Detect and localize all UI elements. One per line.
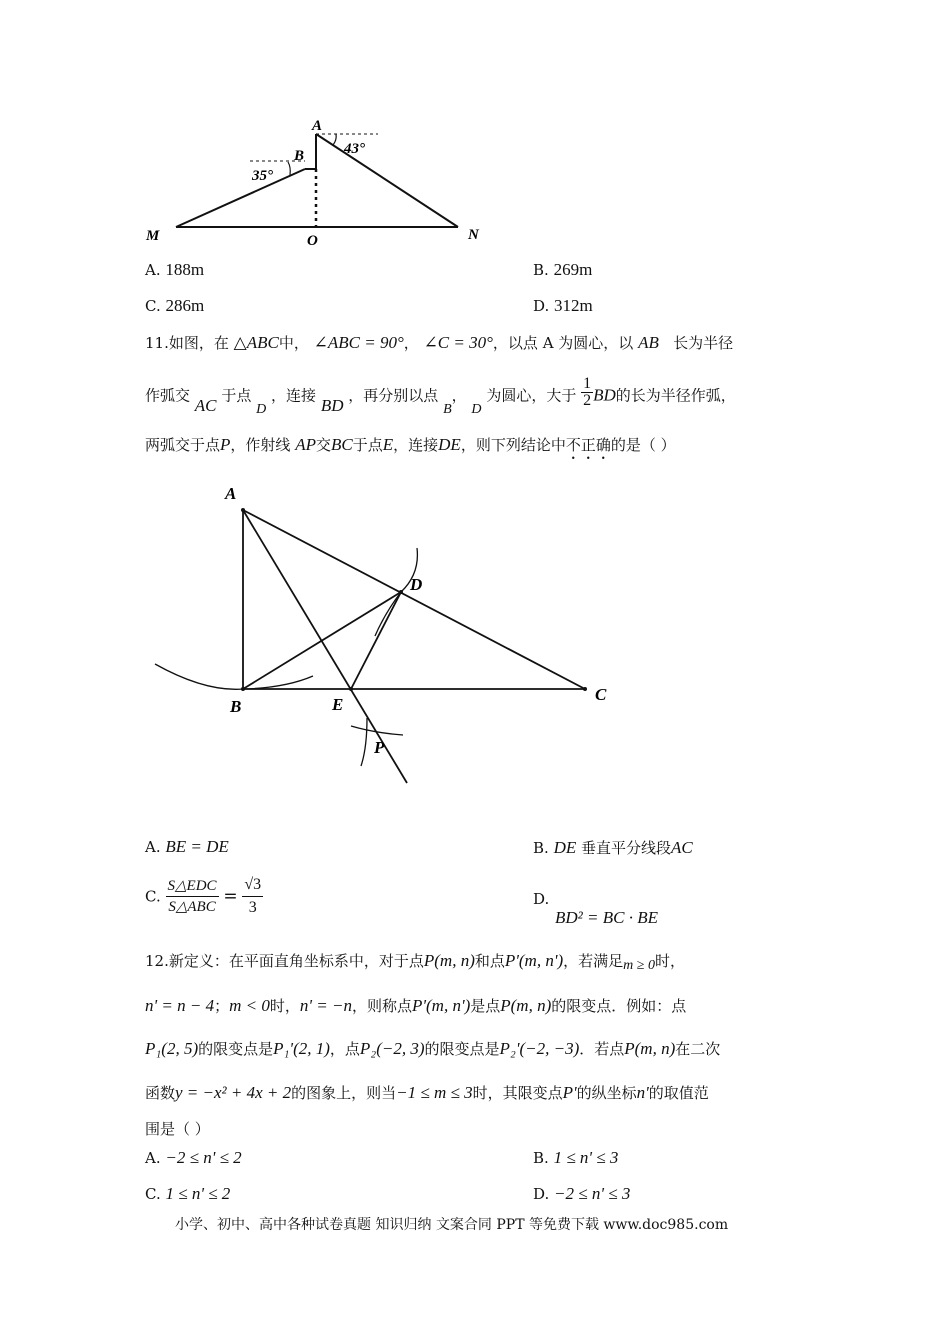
q12-option-b-value: 1 ≤ n' ≤ 3 [553, 1148, 619, 1167]
q12-option-c-value: 1 ≤ n' ≤ 2 [165, 1184, 231, 1203]
q12-option-c[interactable]: C. 1 ≤ n' ≤ 2 [145, 1184, 231, 1203]
q10-option-a-value: 188m [165, 260, 205, 279]
q11-label-p: P [374, 738, 385, 757]
q11-option-c[interactable]: C. S△EDC S△ABC = $\frac{√3}{3}$ [145, 874, 263, 919]
q12-option-a-value: −2 ≤ n' ≤ 2 [165, 1148, 242, 1167]
q12-option-d[interactable]: D. −2 ≤ n' ≤ 3 [533, 1184, 631, 1203]
q12-number: 12. [145, 952, 169, 970]
q11-fraction: $\frac{1}{2}$ [583, 375, 592, 409]
q10-option-b[interactable]: B. 269m [533, 260, 593, 279]
q11-option-c-rhs: $\frac{√3}{3}$ [244, 876, 262, 916]
q12-option-a[interactable]: A. −2 ≤ n' ≤ 2 [145, 1148, 242, 1167]
q11-option-a[interactable]: A. BE = DE [145, 837, 229, 856]
q11-label-b: B [230, 697, 242, 716]
page-footer: 小学、初中、高中各种试卷真题 知识归纳 文案合同 PPT 等免费下载 www.doc985.com [175, 1217, 729, 1233]
q10-label-m: M [146, 228, 160, 244]
q10-option-c[interactable]: C. 286m [145, 296, 205, 315]
q10-option-a[interactable]: A. 188m [145, 260, 205, 279]
q10-label-n: N [468, 227, 479, 243]
q11-line-3: 两弧交于点P，作射线 AP交BC于点E，连接DE，则下列结论中不正确的是（ ） [145, 435, 676, 454]
q10-option-d[interactable]: D. 312m [533, 296, 593, 315]
q11-option-c-fraction: S△EDC S△ABC [167, 878, 217, 915]
q12-option-b[interactable]: B. 1 ≤ n' ≤ 3 [533, 1148, 619, 1167]
q11-label-c: C [595, 685, 607, 704]
q11-option-d[interactable]: D. BD² = BC · BE [533, 890, 658, 927]
q11-label-d: D [410, 575, 423, 594]
q10-angle-right: 43° [344, 141, 365, 157]
q10-option-b-value: 269m [553, 260, 593, 279]
q10-option-d-value: 312m [554, 296, 593, 315]
q11-label-e: E [332, 695, 344, 714]
q10-label-o: O [307, 233, 318, 249]
q11-line-1: 11.如图，在 △ABC中， ∠ABC = 90°， ∠C = 30°，以点 A 为圆心，以 AB 长为半径 [145, 333, 734, 352]
q11-figure [145, 478, 625, 790]
q11-option-a-value: BE = DE [165, 837, 229, 856]
q11-line-2: 作弧交 AC 于点 D ，连接 BD ，再分别以点 B， D 为圆心，大于 $\frac{1}{2}$ BD的长为半径作弧， [145, 375, 736, 417]
q12-line-3: P₁(2, 5)的限变点是P₁'(2, 1)，点P₂(−2, 3)的限变点是P₂'(−2, −3)．若点P(m, n)在二次 [145, 1039, 721, 1058]
q12-line-5: 围是（ ） [145, 1120, 210, 1138]
q11-label-a: A [225, 484, 237, 503]
q10-label-a: A [312, 118, 323, 134]
q10-angle-left: 35° [252, 168, 273, 184]
q10-label-b: B [294, 148, 305, 164]
q12-line-1: 12.新定义：在平面直角坐标系中，对于点P(m, n)和点P'(m, n')，若满足m ≥ 0时， [145, 951, 685, 973]
q12-option-d-value: −2 ≤ n' ≤ 3 [554, 1184, 631, 1203]
q10-option-c-value: 286m [165, 296, 205, 315]
q11-number: 11. [145, 334, 169, 352]
q11-emphasis: 不正确 [565, 436, 611, 454]
q11-option-d-value: BD² = BC · BE [555, 908, 658, 927]
q12-line-4: 函数y = −x² + 4x + 2的图象上，则当−1 ≤ m ≤ 3时，其限变点P'的纵坐标n'的取值范 [145, 1083, 709, 1102]
q10-figure [140, 112, 510, 250]
q11-option-b[interactable]: B. DE 垂直平分线段AC [533, 838, 693, 857]
q12-line-2: n' = n − 4；m < 0时，n' = −n，则称点P'(m, n')是点P(m, n)的限变点．例如：点 [145, 996, 687, 1015]
